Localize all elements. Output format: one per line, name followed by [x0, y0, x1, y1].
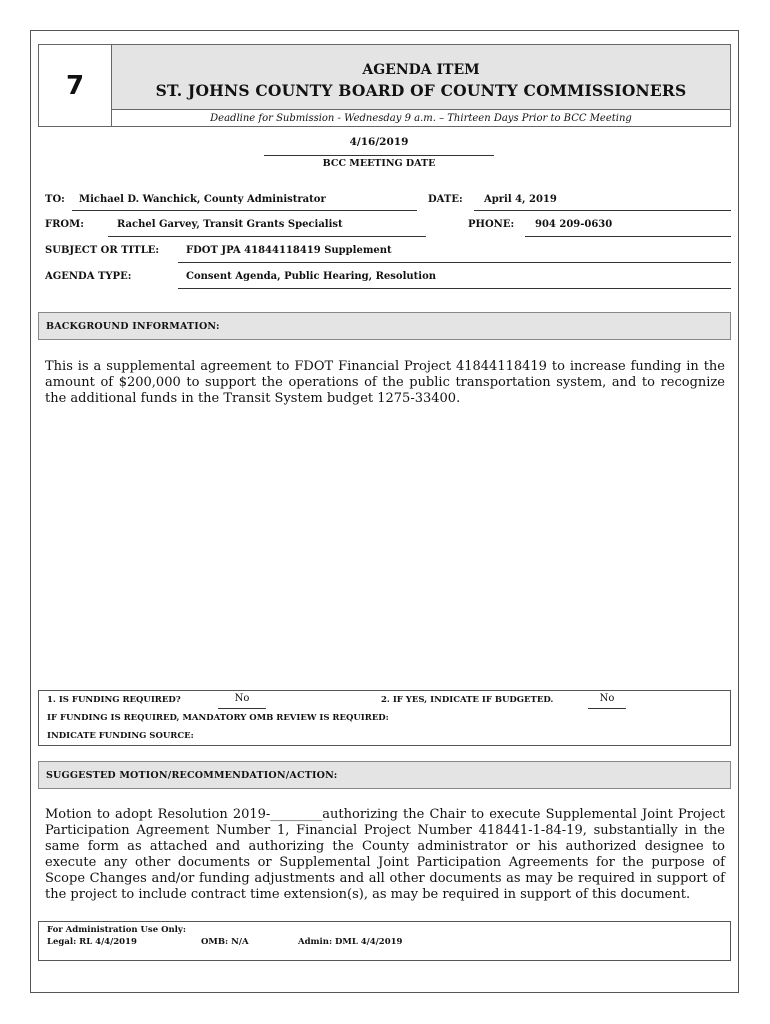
funding-box: [38, 690, 731, 746]
funding-required-underline: [218, 708, 266, 709]
to-label: TO:: [45, 194, 65, 205]
board-name-heading: ST. JOHNS COUNTY BOARD OF COUNTY COMMISSIONERS: [155, 81, 687, 100]
funding-source-label: INDICATE FUNDING SOURCE:: [47, 731, 194, 741]
background-heading: BACKGROUND INFORMATION:: [38, 312, 731, 340]
phone-label: PHONE:: [468, 219, 515, 230]
agenda-item-heading: AGENDA ITEM: [362, 62, 480, 78]
agenda-type-value: Consent Agenda, Public Hearing, Resolution: [186, 271, 437, 282]
subject-underline: [178, 262, 731, 263]
subject-value: FDOT JPA 41844118419 Supplement: [186, 245, 392, 256]
submission-deadline: Deadline for Submission - Wednesday 9 a.m. – Thirteen Days Prior to BCC Meeting: [111, 109, 731, 127]
agenda-item-number: 7: [38, 44, 112, 127]
date-label: DATE:: [428, 194, 463, 205]
subject-label: SUBJECT OR TITLE:: [45, 245, 160, 256]
agenda-type-label: AGENDA TYPE:: [45, 271, 132, 282]
omb-approval: OMB: N/A: [201, 937, 249, 947]
agenda-header-title: [111, 44, 731, 110]
admin-use-heading: For Administration Use Only:: [47, 925, 186, 935]
from-label: FROM:: [45, 219, 84, 230]
admin-approval: Admin: DML 4/4/2019: [298, 937, 403, 947]
to-value: Michael D. Wanchick, County Administrator: [79, 194, 326, 205]
meeting-date-label: BCC MEETING DATE: [322, 158, 436, 169]
budgeted-underline: [588, 708, 626, 709]
legal-approval: Legal: RL 4/4/2019: [47, 937, 137, 947]
meeting-date-underline: [264, 155, 494, 156]
admin-use-box: [38, 921, 731, 961]
agenda-type-underline: [178, 288, 731, 289]
motion-text: Motion to adopt Resolution 2019-________authorizing the Chair to execute Supplemental Joint Project Participation Agreement Number 1, Financial Project Number 418441-1-84-19, substantially in the same form as attached and authorizing the County administrator or his authorized designee to execute any other documents or Supplemental Joint Participation Agreements for the purpose of Scope Changes and/or funding adjustments and all other documents as may be required in support of the project to include contract time extension(s), as may be required in support of this document.: [45, 807, 725, 902]
from-value: Rachel Garvey, Transit Grants Specialist: [117, 219, 343, 230]
background-text: This is a supplemental agreement to FDOT Financial Project 41844118419 to increase funding in the amount of $200,000 to support the operations of the public transportation system, and to recognize the additional funds in the Transit System budget 1275-33400.: [45, 359, 725, 406]
meeting-date-value: 4/16/2019: [349, 136, 409, 148]
funding-required-label: 1. IS FUNDING REQUIRED?: [47, 695, 181, 705]
to-underline: [72, 210, 417, 211]
phone-underline: [525, 236, 731, 237]
phone-value: 904 209-0630: [535, 219, 613, 230]
from-underline: [108, 236, 426, 237]
date-value: April 4, 2019: [484, 194, 557, 205]
budgeted-value: No: [599, 693, 615, 704]
motion-heading: SUGGESTED MOTION/RECOMMENDATION/ACTION:: [38, 761, 731, 789]
budgeted-label: 2. IF YES, INDICATE IF BUDGETED.: [381, 695, 554, 705]
date-underline: [474, 210, 731, 211]
omb-review-note: IF FUNDING IS REQUIRED, MANDATORY OMB REVIEW IS REQUIRED:: [47, 713, 389, 723]
funding-required-value: No: [234, 693, 250, 704]
